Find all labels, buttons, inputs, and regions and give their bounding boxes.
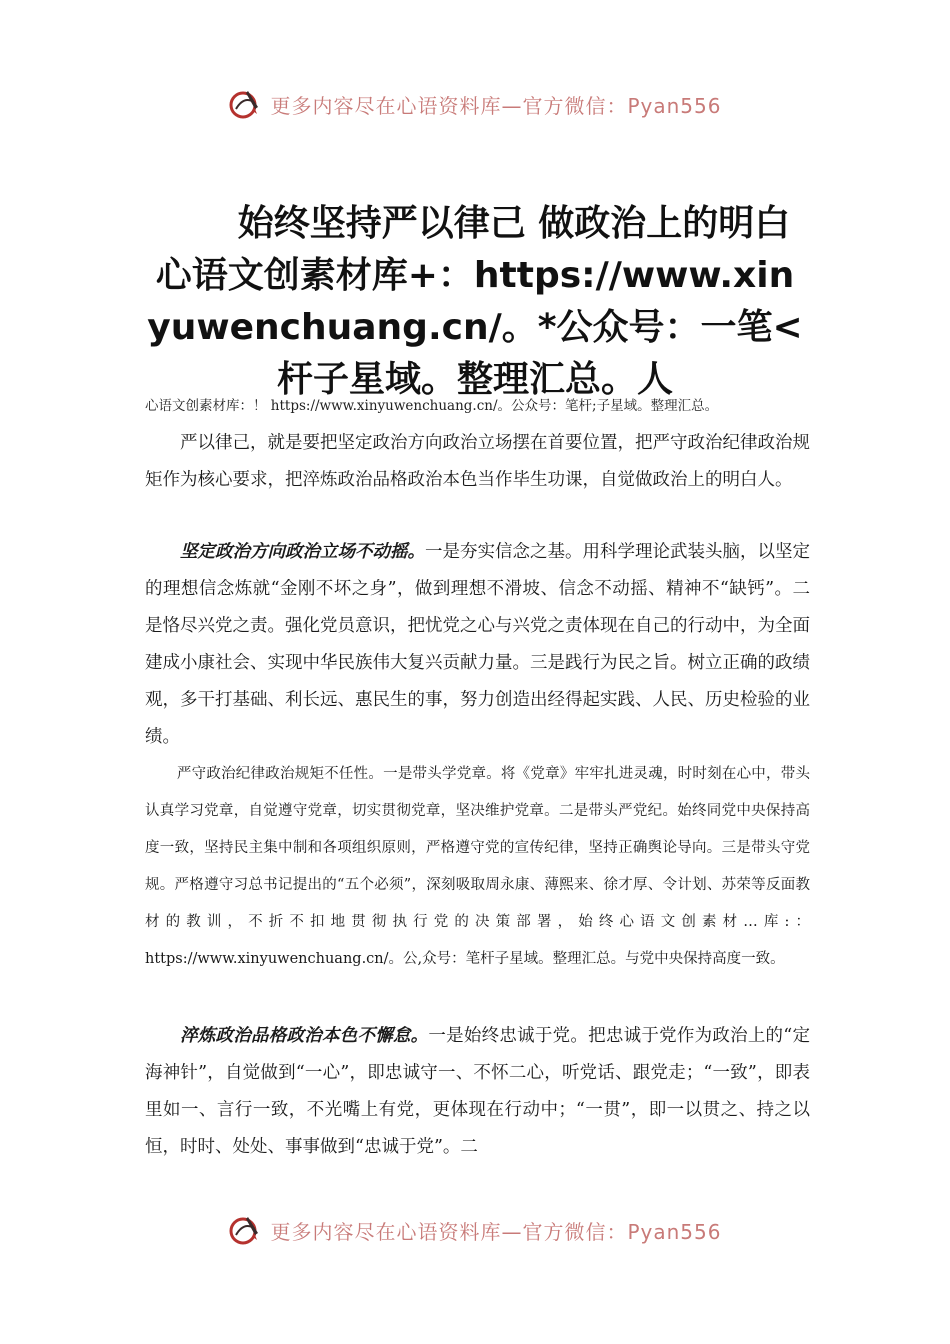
paragraph-text: 一是始终忠诚于党。把忠诚于党作为政治上的“定海神针”，自觉做到“一心”，即忠诚守一、不怀二心，听党话、跟党走；“一致”，即表里如一、言行一致，不光嘴上有党，更体现在行动中；“一贯”，即一以贯之、持之以恒，时时、处处、事事做到“忠诚于党”。二 bbox=[145, 1026, 810, 1157]
banner-text: 更多内容尽在心语资料库—官方微信：Pyan556 bbox=[270, 93, 722, 118]
paragraph-discipline bbox=[145, 756, 810, 978]
source-line: 心语文创素材库：！ https://www.xinyuwenchuang.cn/。公众号：笔杆;子星域。整理汇总。 bbox=[145, 398, 719, 414]
footer-banner bbox=[0, 1210, 950, 1250]
document-title bbox=[145, 198, 805, 406]
pen-swirl-logo-icon bbox=[228, 87, 262, 121]
paragraph-lead: 坚定政治方向政治立场不动摇。 bbox=[180, 542, 425, 562]
paragraph-character bbox=[145, 1018, 810, 1166]
paragraph-text: 严守政治纪律政治规矩不任性。一是带头学党章。将《党章》牢牢扎进灵魂，时时刻在心中，带头认真学习党章，自觉遵守党章，切实贯彻党章，坚决维护党章。二是带头严党纪。始终同党中央保持高度一致，坚持民主集中制和各项组织原则，严格遵守党的宣传纪律，坚持正确舆论导向。三是带头守党规。严格遵守习总书记提出的“五个必须”，深刻吸取周永康、薄熙来、徐才厚、令计划、苏荣等反面教材的教训，不折不扣地贯彻执行党的决策部署，始终心语文创素材…库:：https://www.xinyuwenchuang.cn/。公,众号：笔杆子星域。整理汇总。与党中央保持高度一致。 bbox=[145, 766, 810, 967]
paragraph-lead: 淬炼政治品格政治本色不懈怠。 bbox=[180, 1026, 429, 1046]
paragraph-political-direction bbox=[145, 534, 810, 756]
paragraph-text: 一是夯实信念之基。用科学理论武装头脑，以坚定的理想信念炼就“金刚不坏之身”，做到理想不滑坡、信念不动摇、精神不“缺钙”。二是恪尽兴党之责。强化党员意识，把忧党之心与兴党之责体现在自己的行动中，为全面建成小康社会、实现中华民族伟大复兴贡献力量。三是践行为民之旨。树立正确的政绩观，多干打基础、利长远、惠民生的事，努力创造出经得起实践、人民、历史检验的业绩。 bbox=[145, 542, 810, 747]
pen-swirl-logo-icon bbox=[228, 1213, 262, 1247]
paragraph-intro bbox=[145, 425, 810, 499]
header-banner bbox=[0, 84, 950, 124]
title-text: 始终坚持严以律己 做政治上的明白心语文创素材库+：https://www.xinyuwenchuang.cn/。*公众号：一笔<杆子星域。整理汇总。人 bbox=[147, 203, 803, 400]
banner-text: 更多内容尽在心语资料库—官方微信：Pyan556 bbox=[270, 1219, 722, 1244]
paragraph-text: 严以律己，就是要把坚定政治方向政治立场摆在首要位置，把严守政治纪律政治规矩作为核心要求，把淬炼政治品格政治本色当作毕生功课，自觉做政治上的明白人。 bbox=[145, 433, 810, 490]
